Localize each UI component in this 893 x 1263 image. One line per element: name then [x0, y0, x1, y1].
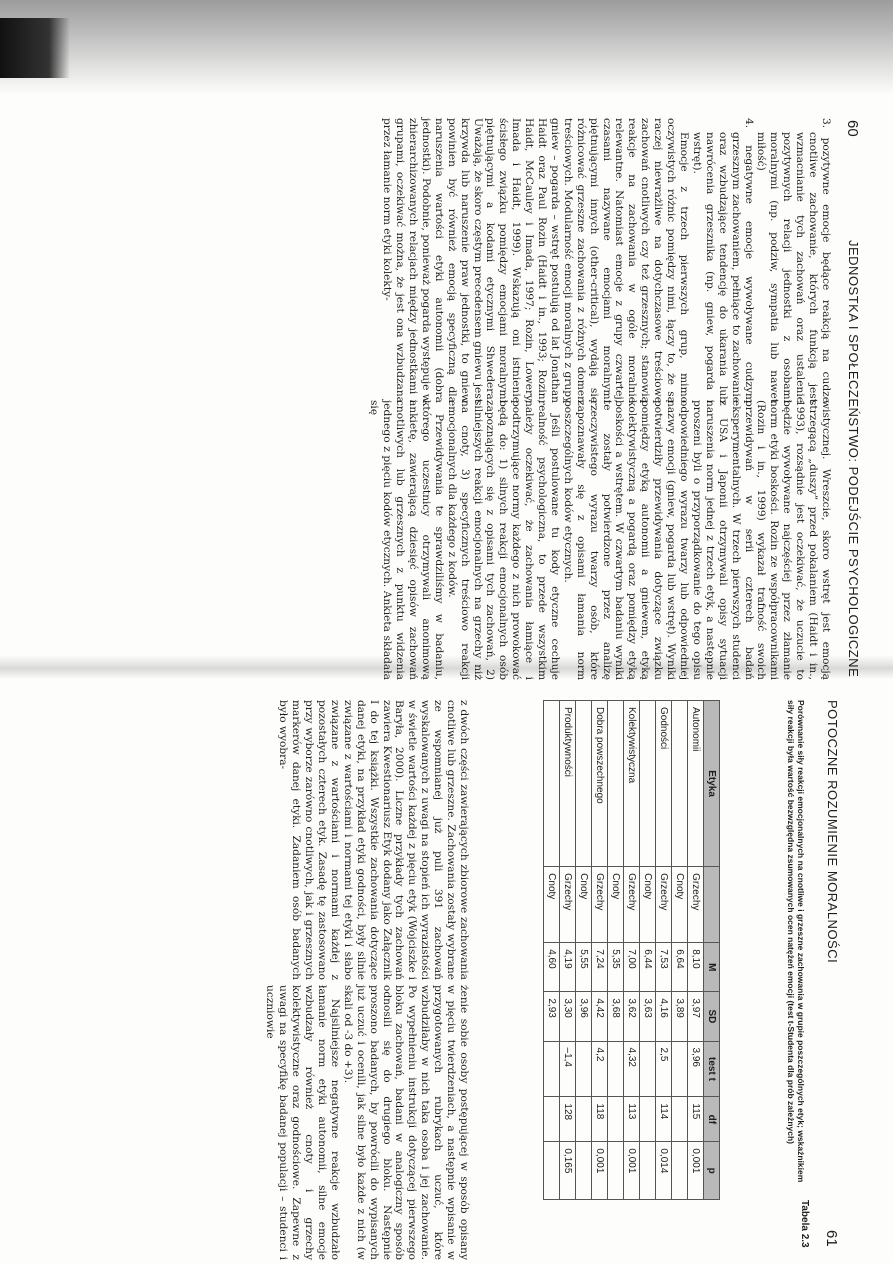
table-cell: 3,62 [624, 992, 640, 1041]
table-cell: 0,001 [624, 1142, 640, 1200]
table-cell: Grzechy [656, 867, 672, 943]
table-cell: 3,96 [688, 1041, 704, 1097]
table-cell: 7,53 [656, 943, 672, 992]
header-cell: Etyka [704, 701, 720, 867]
table-cell: 4,32 [624, 1041, 640, 1097]
paragraph: 3. pozytywne emocje będące reakcją na cudze cnotliwe zachowanie, których funkcją jest wzmacnianie tych zachowań oraz ustalenie pozytywnych relacji jednostki z osobami moralnymi (np. podziw, sympatia lub nawet miłość) [755, 118, 832, 403]
header-cell [704, 867, 720, 943]
table-cell: 3,97 [688, 992, 704, 1041]
table-cell: 0,001 [592, 1142, 608, 1200]
table-cell: 4,2 [592, 1041, 608, 1097]
table-cell: 2,5 [656, 1041, 672, 1097]
table-cell [544, 701, 560, 867]
paragraph: żenie sobie osoby postępującej w sposób opisany w pięciu twierdzeniach, a następnie wpisanie w przygotowanych rubrykach uczuć, które wzbudziłaby w nich taka osoba i jej zachowanie. Po wypełnieniu instrukcji dotyczącej pierwszego bloku zachowań, badani w analogiczny sposób odnosili się do drugiego bloku. Następnie proszono badanych, by powrócili do wypisanych już uczuć i ocenili, jak silne było każde z nich (w skali od -3 do +3). [341, 985, 470, 1260]
header-cell: p [704, 1142, 720, 1200]
table-cell: 4,19 [560, 943, 576, 992]
paragraph: Przewidywania te sprawdziliśmy w badaniu, którego uczestnicy otrzymywali anonimową ankietę, zawierającą dziesięć opisów zachowań cnotliwych lub grzesznych z punktu widzenia jednego z pięciu kodów etycznych. Ankieta składała się [368, 400, 445, 680]
table-row [640, 701, 656, 1200]
table-cell [640, 701, 656, 867]
table-cell: 6,64 [672, 943, 688, 992]
table-cell: 0,001 [688, 1142, 704, 1200]
page-number-left: 60 [844, 120, 861, 137]
table-cell [608, 1041, 624, 1097]
paragraph: Emocje z trzech pierwszych grup, mimo oczywistych różnic pomiędzy nimi, łączy to, że są raczej niewrażliwe na dotychczasowe treściowe zachowań cnotliwych czy też grzesznych; stanowią reakcje na zachowania w ogóle moralnie relewantne. Natomiast emocje z grupy czwartej, czasami nazywane emocjami moralnymi piętnującymi innych (other-critical), wydają się różnicować grzeszne zachowania z różnych domen treściowych. Modularność emocji moralnych z grupy gniew – pogarda – wstręt postulują od lat Jonathan Haidt oraz Paul Rozin (Haidt i in., 1993; Rozin, Haidt, McCauley i Imada, 1997; Rozin, Lowery, Imada i Haidt, 1999). Wskazują oni istnienie ścisłego związku pomiędzy emocjami moralnymi piętnującymi a kodami etycznymi Shwedera. Uważają, że skoro częstym precedensem gniewu jest krzywda lub naruszenie praw jednostki, to gniew powinien być również emocją specyficzną dla naruszenia wartości etyki autonomii (dobra jednostki). Podobnie, ponieważ pogarda występuje w zhierarchizowanych relacjach między jednostkami i grupami, oczekiwać można, że jest ona wzbudzana przez łamanie norm etyki kolekty- [381, 118, 691, 403]
table-cell: 8,10 [688, 943, 704, 992]
table-cell: Grzechy [624, 867, 640, 943]
header-cell: df [704, 1097, 720, 1142]
left-page-column-1 [381, 118, 832, 403]
table-row [592, 701, 608, 1200]
table-cell: 3,96 [576, 992, 592, 1041]
right-page-column-2 [245, 985, 470, 1260]
scanner-edge [0, 18, 70, 78]
table-cell [640, 1142, 656, 1200]
table-cell [576, 1041, 592, 1097]
table-cell [544, 1097, 560, 1142]
table-cell: 4,42 [592, 992, 608, 1041]
table-row [544, 701, 560, 1200]
table-cell [576, 701, 592, 867]
table-row [624, 701, 640, 1200]
table-cell [544, 1142, 560, 1200]
table-cell: Autonomii [688, 701, 704, 867]
table-cell: 0,014 [656, 1142, 672, 1200]
running-header-left: JEDNOSTKA I SPOŁECZEŃSTWO: PODEJŚCIE PSYCHOLOGICZNE [846, 240, 861, 678]
table-cell: Dobra powszechnego [592, 701, 608, 867]
results-table-wrap [543, 700, 720, 1200]
table-cell: 113 [624, 1097, 640, 1142]
table-row [608, 701, 624, 1200]
table-row [672, 701, 688, 1200]
table-row [560, 701, 576, 1200]
table-cell: –1,4 [560, 1041, 576, 1097]
table-cell: Cnoty [640, 867, 656, 943]
left-page-column-2 [368, 400, 832, 680]
table-number: Tabela 2.3 [799, 1200, 810, 1248]
page-number-right: 61 [823, 1230, 840, 1247]
table-cell [672, 1041, 688, 1097]
table-cell: 2,93 [544, 992, 560, 1041]
table-cell [608, 701, 624, 867]
paragraph: Jeśli postulowane tu kody etyczne cechuje realność psychologiczna, to przede wszystkim należy oczekiwać, że zachowania łamiące i podtrzymujące normy każdego z nich prowokować będą do: 1) silnych reakcji emocjonalnych osób zapoznających się z opisami tych zachowań, 2) silniejszych reakcji emocjonalnych na grzechy niż na cnoty, 3) specyficznych treściowo reakcji emocjonalnych dla każdego z kodów. [445, 400, 561, 680]
table-cell: 118 [592, 1097, 608, 1142]
table-cell: 4,16 [656, 992, 672, 1041]
table-cell: 128 [560, 1097, 576, 1142]
header-cell: M [704, 943, 720, 992]
table-cell: Kolektywistyczna [624, 701, 640, 867]
header-cell: test t [704, 1041, 720, 1097]
table-cell [576, 1142, 592, 1200]
table-cell: Cnoty [576, 867, 592, 943]
table-cell [672, 1142, 688, 1200]
results-table [543, 700, 720, 1200]
paragraph: 4. negatywne emocje wywoływane cudzym grzesznym zachowaniem, pełniące to zachowanie oraz wzbudzające tendencję do ukarania lub nawrócenia grzesznika (np. gniew, pogarda i wstręt). [690, 118, 755, 403]
table-cell [672, 1097, 688, 1142]
table-row [656, 701, 672, 1200]
table-cell: Grzechy [560, 867, 576, 943]
header-cell: SD [704, 992, 720, 1041]
table-cell: 7,00 [624, 943, 640, 992]
table-cell: Produktywności [560, 701, 576, 867]
table-cell: 0,165 [560, 1142, 576, 1200]
table-cell: Cnoty [608, 867, 624, 943]
table-cell [576, 1097, 592, 1142]
table-cell: 6,44 [640, 943, 656, 992]
table-cell [640, 1097, 656, 1142]
table-cell [672, 701, 688, 867]
table-cell [608, 1142, 624, 1200]
table-cell [640, 1041, 656, 1097]
table-cell: 4,60 [544, 943, 560, 992]
table-cell: 3,63 [640, 992, 656, 1041]
table-cell: 5,55 [576, 943, 592, 992]
running-header-right: POTOCZNE ROZUMIENIE MORALNOŚCI [825, 700, 840, 964]
table-cell: 115 [688, 1097, 704, 1142]
paragraph: Najsilniejsze negatywne reakcje wzbudzało łamanie norm etyki autonomii, silne emocje wzbudzały również cnoty i grzechy kolektywistyczne oraz godnościowe. Zapewne z uwagi na specyfikę badanej populacji – studenci i uczniowie [264, 985, 341, 1260]
table-cell: 3,30 [560, 992, 576, 1041]
scan-shadow-top [0, 0, 893, 95]
table-cell: Cnoty [544, 867, 560, 943]
table-body [544, 701, 704, 1200]
table-cell [608, 1097, 624, 1142]
table-cell: 3,68 [608, 992, 624, 1041]
table-cell: Grzechy [592, 867, 608, 943]
table-caption: Porównanie siły reakcji emocjonalnych na cnotliwe i grzeszne zachowania w grupie poszczególnych etyk; wskaźnikiem siły reakcji była wartość bezwzględna zsumowanych ocen natężeń emocji (test t-Studenta dla prób zależnych) [786, 700, 806, 1183]
table-header-row [704, 701, 720, 1200]
table-cell [544, 1041, 560, 1097]
table-cell: Godności [656, 701, 672, 867]
table-cell: 7,24 [592, 943, 608, 992]
table-row [576, 701, 592, 1200]
table-cell: Grzechy [688, 867, 704, 943]
right-page-column-1 [245, 700, 470, 980]
paragraph: z dwóch części zawierających zbiorowe zachowania cnotliwe lub grzeszne. Zachowania zostały wybrane ze wspomnianej już puli 391 zachowań wyskalowanych z uwagi na stopień ich wyrazistości w świetle wartości każdej z pięciu etyk (Wojciszke i Baryła, 2000). Liczne przykłady tych zachowań zawiera Kwestionariusz Etyk dodany jako Załącznik I do tej książki. Wszystkie zachowania dotyczące danej etyki, na przykład etyki godności, były silnie związane z wartościami i normami tej etyki i słabo związane z wartościami i normami każdej z pozostałych czterech etyk. Zasadę tę zastosowano przy wyborze zarówno cnotliwych, jak i grzesznych markerów danej etyki. Zadaniem osób badanych było wyobra- [277, 700, 470, 980]
table-cell: 114 [656, 1097, 672, 1142]
paragraph: wistycznej. Wreszcie, skoro wstręt jest emocją strzegącą „duszy” przed pokalaniem (Haidt i in., 1993), rozsądnie jest oczekiwać, że uczucie to będzie wywoływane najczęściej przez złamanie norm etyki boskości. Rozin ze współpracownikami (Rozin i in., 1999) wykazał trafność swoich przewidywań w serii czterech badań eksperymentalnych. W trzech pierwszych studenci z USA i Japonii otrzymywali opisy sytuacji naruszenia norm jednej z trzech etyk, a następnie proszeni byli o przyporządkowanie do tego opisu odpowiedniego wyrazu twarzy lub odpowiedniej nazwy emocji (gniew, pogarda lub wstręt). Wyniki potwierdziły przewidywania dotyczące związku pomiędzy etyką autonomii a gniewem, etyką kolektywistyczną a pogardą oraz pomiędzy etyką boskości a wstrętem. W czwartym badaniu wyniki te zostały potwierdzone przez analizę rzeczywistego wyrazu twarzy osób, które zapoznawały się z opisami łamania norm poszczególnych kodów etycznych. [561, 400, 832, 680]
table-row [688, 701, 704, 1200]
table-cell: 3,89 [672, 992, 688, 1041]
table-cell: 5,35 [608, 943, 624, 992]
table-cell: Cnoty [672, 867, 688, 943]
